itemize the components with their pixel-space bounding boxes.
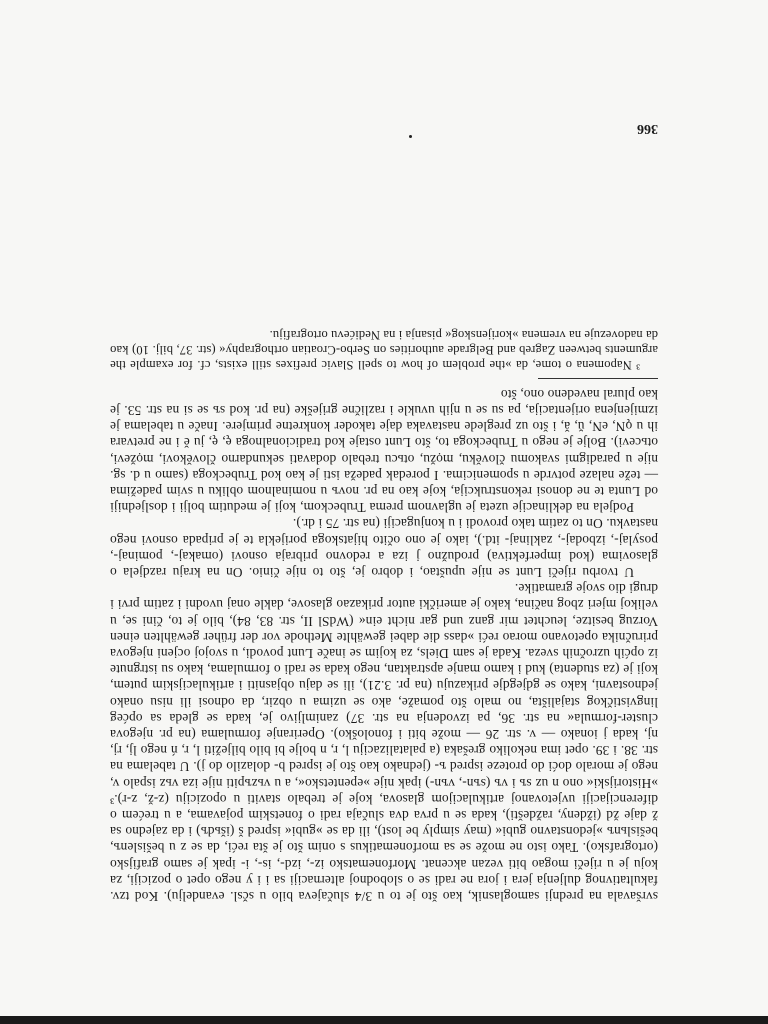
page-number: 366 bbox=[637, 121, 658, 136]
paragraph-2: U tvorbu riječi Lunt se nije upuštao, i dobro je, što to nije činio. On na kraju razdjela o glasovima (kod imperfektiva) produžno j iza a redovno pribraja osnovi (omakaj-, pominaj-, posylaj-, izbodaj-, zaklinaj- itd.), iako je ono očito hijatskoga porijekla te je pripada osnovi nego nastavku. On to zatim tako provodi i u konjugaciji (na str. 75 i dr.). bbox=[110, 516, 658, 580]
scan-speck bbox=[409, 135, 412, 138]
paragraph-3: Podjela na deklinacije uzeta je uglavnom prema Trubeckom, koji je medutim bolji i dosljedniji od Lunta te ne donosi rekonstrukcija, koje kao na pr. novъ u nominalnom obliku u svim padežima — teže nalaze potvrde u spomenicima. I poredak padeža isti je kao kod Trubeckoga (samo u d. sg. nije u paradigmi svakomu člověku, mọžu, otьcu trebalo dodavati sekundarno člověkovi, mọževi, otьcevi). Bolje je nego u Trubeckoga to, što Lunt ostaje kod tradicionalnoga ę, ę, ju ě i ne pretvara ih u ǫN, eN, ŭ, ǎ, i što uz preglede nastavaka daje takoder konkretne primjere. Inače u tabelama je izmijenjena orijentacija, pa su se u njih uvukle i različne griješke (na pr. kod sъ se si na str. 53. je kao plural navedeno ono, što bbox=[110, 386, 658, 516]
scan-edge bbox=[0, 1016, 768, 1024]
footnote-divider bbox=[538, 379, 658, 380]
paragraph-1: svršavala na prednji samoglasnik, kao što je to u 3/4 slučajeva bilo u sčsl. evandelju). Kod tzv. fakultativnog duljenja jera i jora ne radi se o slobodnoj alternaciji sa i i y nego opet o poziciji, za koju je u riječi mogao biti vezan akcenat. Morfonematsko iz-, izd-, is-, i- ipak je samo grafijsko (ortografsko). Tako isto ne može se sa morfonematikus s onim što je šta reći, da se z u bešislenъ, bešislьnъ »jedonstavno gubi« (may simply be lost), ili da se »gubi« ispred š (išьdъ) i da zajedno sa ž daje žd (iždeny, raždešti), kada se u prva dva slučaja radi o fonetskim pojavama, a u trećem o diferencijaciji uvjetovanoj artikulacijom glasova, koje je trebalo staviti u opoziciju (z-ž, z-r).³ »Historijski« ono n uz sъ i vъ (sъn-, vъn-) ipak nije »epentetsko«, a u vьzъpiti nije iza vьz ispalo v, nego je moralo doći do proteze ispred ъ- (jednako kao što je ispred b- dolazilo do j). U tabelama na str. 38. i 39. opet ima nekoliko grešaka (a palatalizaciju l, r, n bolje bi bilo bilježiti l, r, ń nego lj, rj, nj, kada j ionako — v. str. 26 — može biti i fonološko). Operiranje formulama (na pr. njegova cluster-formula« na str. 36, pa izvodenja na str. 37) zanimljivo je, kada se gleda sa općeg lingvističkog stajališta, no malo što pomaže, ako se uzima u obzir, da odnosi ili nisu onako jednostavni, kako se gdjegdje prikazuju (na pr. 3.21), ili se daju objasniti i artikulacijskim putem, koji je (za studenta) kud i kamo manje apstraktan, nego kada se radi o formulama, kako su istrgnute iz općih uzročnih sveza. Kada je sam Diels, za kojim se inače Lunt povodi, u svojoj ocjeni njegova priručnika opetovano morao reći »dass die dabei gewählte Methode vor der früher gewählten einen Vorzug besitze, leuchtet mir ganz und gar nicht ein« (WdSl II, str. 83, 84), bilo je to, čini se, u velikoj mjeri zbog načina, kako je američki autor prikazao glasove, dakle onaj uvodni i zatim prvi i drugi dio svoje gramatike. bbox=[110, 581, 658, 904]
footnote: ³ Napomena o tome, da »the problem of how to spell Slavic prefixes still exists, cf. for example the arguments between Zagreb and Belgrade authorities on Serbo-Croatian orthography« (str. 37, bilj. 10) kao da nadovezuje na vremena »korijenskog« pisanja i na Nedićevu ortografiju. bbox=[110, 328, 658, 373]
body-text bbox=[110, 327, 658, 904]
